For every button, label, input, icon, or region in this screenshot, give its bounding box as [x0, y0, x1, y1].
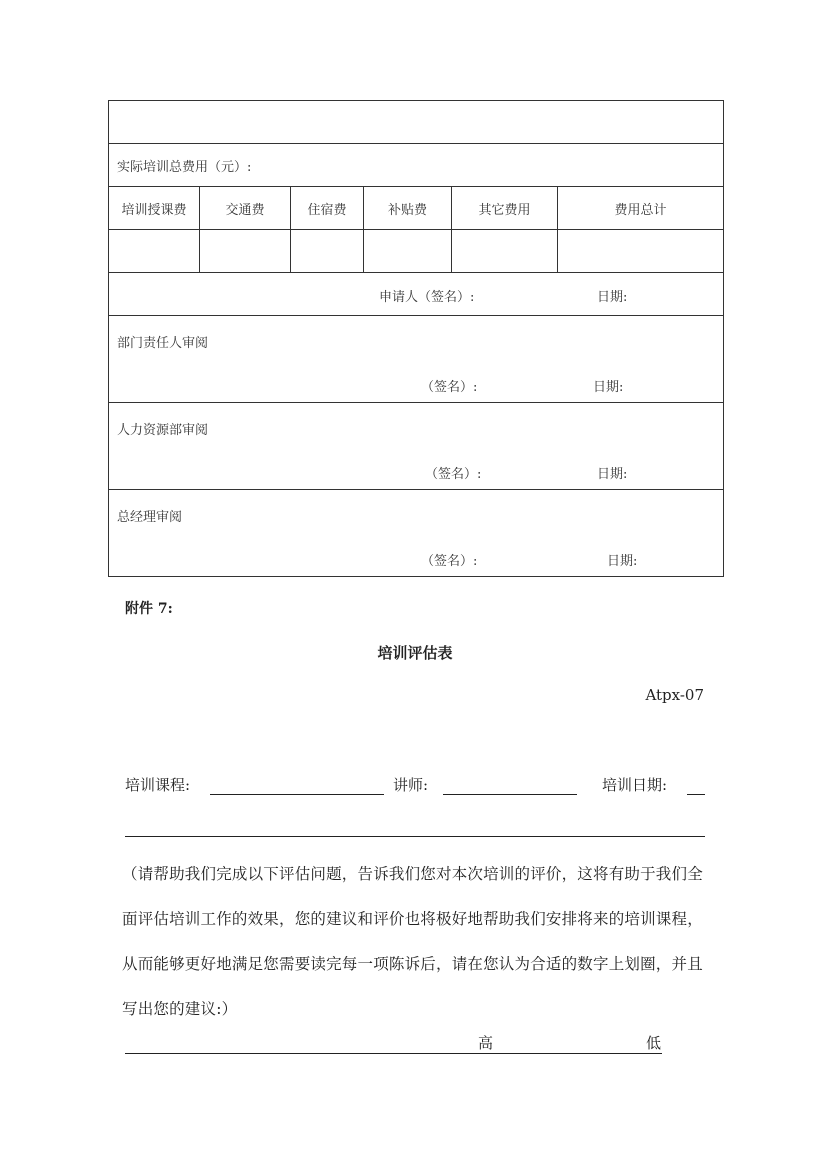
course-label: 培训课程:: [125, 776, 191, 794]
value-total-fee[interactable]: [558, 230, 724, 273]
value-other-fee[interactable]: [452, 230, 558, 273]
applicant-sign-label: 申请人（签名）:: [379, 290, 475, 305]
field-underline-continuation: [125, 836, 705, 837]
value-subsidy-fee[interactable]: [364, 230, 452, 273]
dept-review-cell[interactable]: [109, 316, 724, 403]
hr-review-cell[interactable]: [109, 403, 724, 490]
value-transport-fee[interactable]: [200, 230, 291, 273]
hr-review-title: 人力资源部审阅: [117, 423, 209, 438]
cost-header-row: [109, 187, 724, 230]
dept-sign-label: （签名）:: [421, 380, 478, 395]
header-transport-fee: 交通费: [200, 187, 291, 230]
applicant-row: [109, 273, 724, 316]
header-lecture-fee: 培训授课费: [109, 187, 200, 230]
form-code: Atpx-07: [645, 686, 704, 704]
gm-date-label: 日期:: [607, 554, 638, 569]
value-lecture-fee[interactable]: [109, 230, 200, 273]
training-date-label: 培训日期:: [602, 776, 668, 794]
hr-sign-label: （签名）:: [425, 467, 482, 482]
scale-rule: [125, 1053, 662, 1054]
instructions-paragraph: （请帮助我们完成以下评估问题，告诉我们您对本次培训的评价，这将有助于我们全面评估培训工作的效果，您的建议和评价也将极好地帮助我们安排将来的培训课程，从而能够更好地满足您需要读完每一项陈诉后，请在您认为合适的数字上划圈，并且写出您的建议:）: [122, 865, 703, 1018]
lecturer-label: 讲师:: [393, 776, 429, 794]
dept-date-label: 日期:: [593, 380, 624, 395]
scale-low-label: 低: [646, 1034, 662, 1052]
gm-review-title: 总经理审阅: [117, 510, 183, 525]
value-lodging-fee[interactable]: [291, 230, 364, 273]
blank-cell[interactable]: [109, 101, 724, 144]
applicant-date-label: 日期:: [597, 290, 628, 305]
total-cost-row: [109, 144, 724, 187]
gm-review-cell[interactable]: [109, 490, 724, 577]
blank-row: [109, 101, 724, 144]
attachment-label: 附件 7:: [125, 601, 173, 617]
header-subsidy-fee: 补贴费: [364, 187, 452, 230]
training-cost-table: [108, 100, 724, 577]
total-cost-label: 实际培训总费用（元）:: [109, 144, 724, 187]
header-lodging-fee: 住宿费: [291, 187, 364, 230]
cost-value-row: [109, 230, 724, 273]
header-total-fee: 费用总计: [558, 187, 724, 230]
hr-date-label: 日期:: [597, 467, 628, 482]
lecturer-field[interactable]: [443, 794, 577, 795]
dept-review-title: 部门责任人审阅: [117, 336, 209, 351]
scale-high-label: 高: [478, 1034, 494, 1052]
hr-review-row: [109, 403, 724, 490]
course-field[interactable]: [210, 794, 384, 795]
training-date-field[interactable]: [687, 794, 705, 795]
gm-sign-label: （签名）:: [421, 554, 478, 569]
dept-review-row: [109, 316, 724, 403]
form-title: 培训评估表: [377, 644, 453, 662]
applicant-cell[interactable]: [109, 273, 724, 316]
header-other-fee: 其它费用: [452, 187, 558, 230]
gm-review-row: [109, 490, 724, 577]
